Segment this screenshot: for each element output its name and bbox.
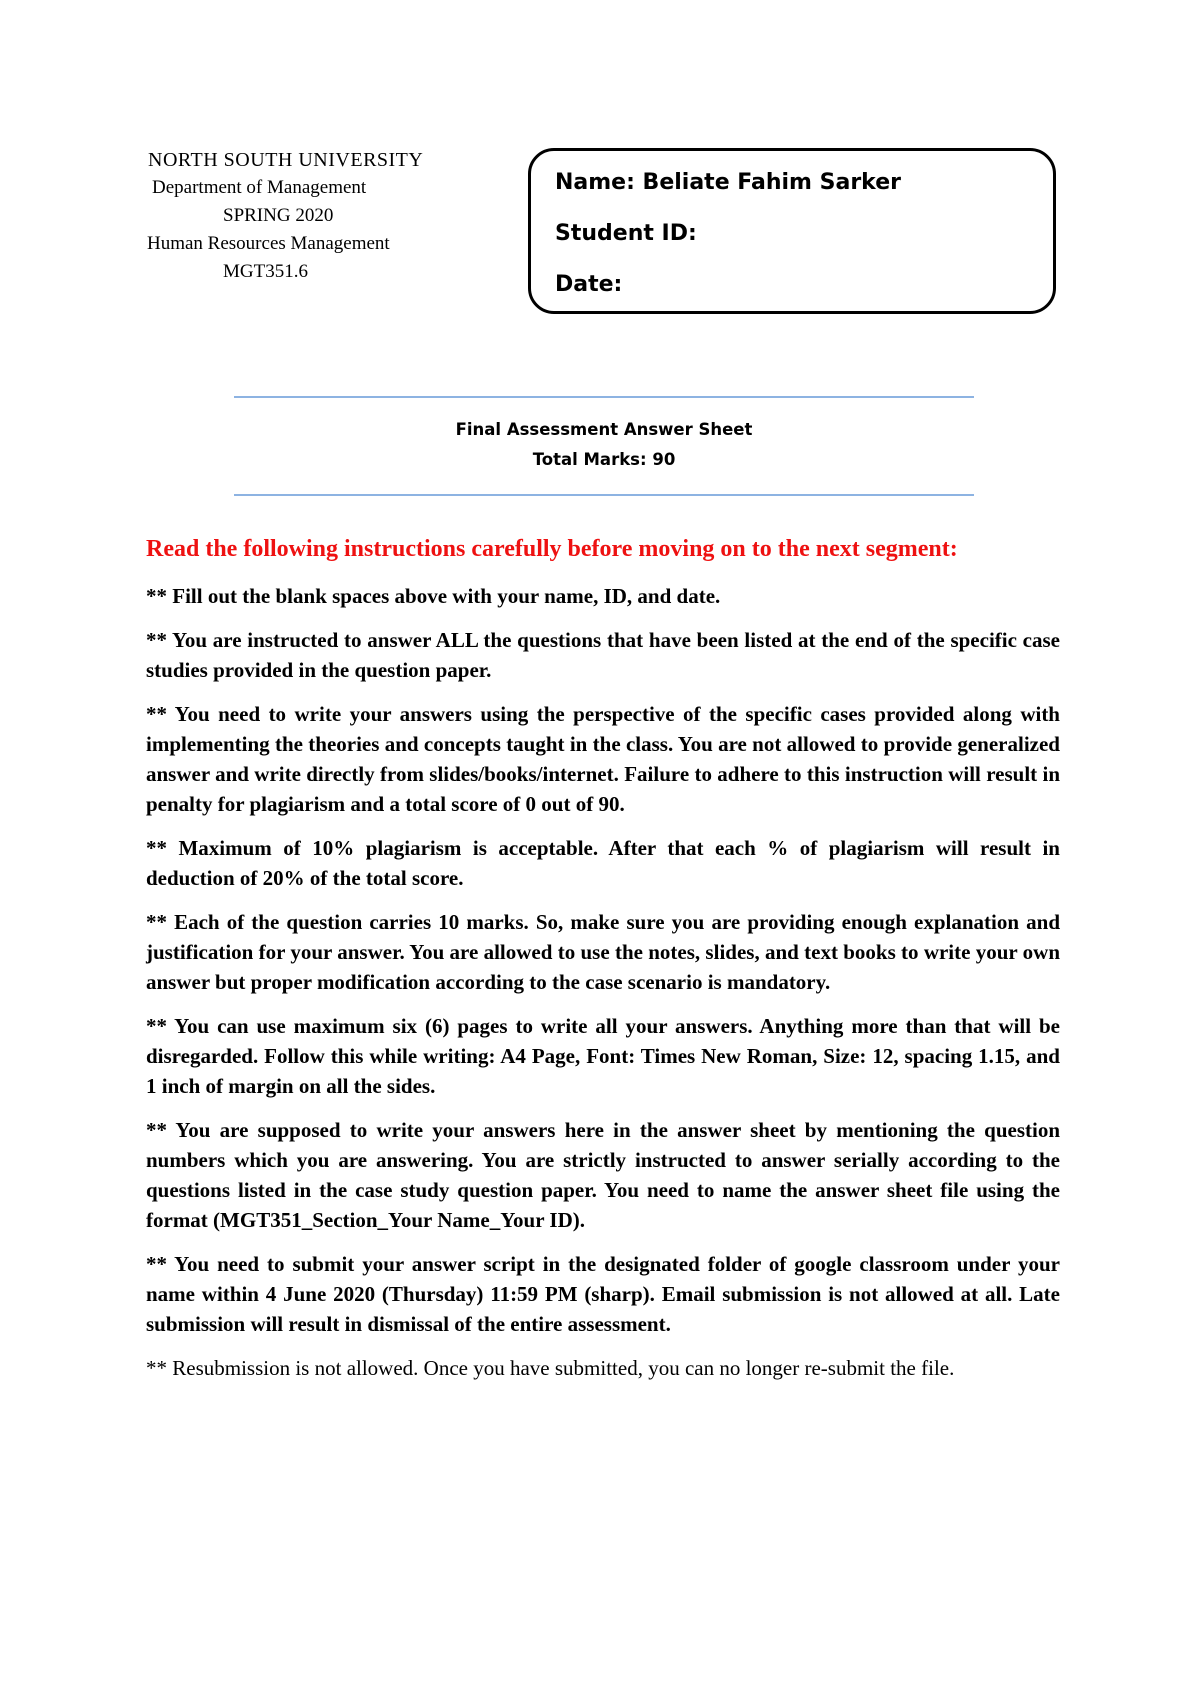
instruction-item: ** Fill out the blank spaces above with your name, ID, and date. <box>146 584 721 608</box>
divider-top <box>234 396 974 398</box>
instructions-heading: Read the following instructions carefully before moving on to the next segment: <box>146 536 958 562</box>
student-id-field: Student ID: <box>555 221 697 246</box>
semester: SPRING 2020 <box>223 205 334 226</box>
student-info-box <box>528 148 1056 314</box>
instruction-item: ** Maximum of 10% plagiarism is acceptable. After that each % of plagiarism will result in deduction of 20% of the total score. <box>146 836 1060 890</box>
university-header <box>130 146 470 286</box>
instruction-item: ** You are supposed to write your answers here in the answer sheet by mentioning the question numbers which you are answering. You are strictly instructed to answer serially according to the questions listed in the case study question paper. You need to name the answer sheet file using the format (MGT351_Section_Your Name_Your ID). <box>146 1118 1060 1232</box>
course-code: MGT351.6 <box>223 261 308 282</box>
course-name: Human Resources Management <box>147 233 390 254</box>
instruction-item: ** You are instructed to answer ALL the questions that have been listed at the end of the specific case studies provided in the question paper. <box>146 628 1060 682</box>
instruction-item: ** You can use maximum six (6) pages to write all your answers. Anything more than that will be disregarded. Follow this while writing: A4 Page, Font: Times New Roman, Size: 12, spacing 1.15, and 1 inch of margin on all the sides. <box>146 1014 1060 1098</box>
department-name: Department of Management <box>152 177 367 198</box>
sheet-title: Final Assessment Answer Sheet <box>455 420 753 439</box>
university-name: NORTH SOUTH UNIVERSITY <box>148 149 424 171</box>
date-field: Date: <box>555 272 623 297</box>
instruction-item: ** You need to submit your answer script in the designated folder of google classroom under your name within 4 June 2020 (Thursday) 11:59 PM (sharp). Email submission is not allowed at all. Late submission will result in dismissal of the entire assessment. <box>146 1252 1060 1336</box>
instruction-item: ** You need to write your answers using the perspective of the specific cases provided along with implementing the theories and concepts taught in the class. You are not allowed to provide generalized answer and write directly from slides/books/internet. Failure to adhere to this instruction will result in penalty for plagiarism and a total score of 0 out of 90. <box>146 702 1060 816</box>
instruction-item: ** Resubmission is not allowed. Once you have submitted, you can no longer re-submit the file. <box>146 1356 955 1380</box>
instructions-section <box>146 532 1060 1397</box>
divider-bottom <box>234 494 974 496</box>
instruction-item: ** Each of the question carries 10 marks. So, make sure you are providing enough explanation and justification for your answer. You are allowed to use the notes, slides, and text books to write your own answer but proper modification according to the case scenario is mandatory. <box>146 910 1060 994</box>
student-name-field: Name: Beliate Fahim Sarker <box>555 170 901 195</box>
total-marks: Total Marks: 90 <box>532 450 676 469</box>
